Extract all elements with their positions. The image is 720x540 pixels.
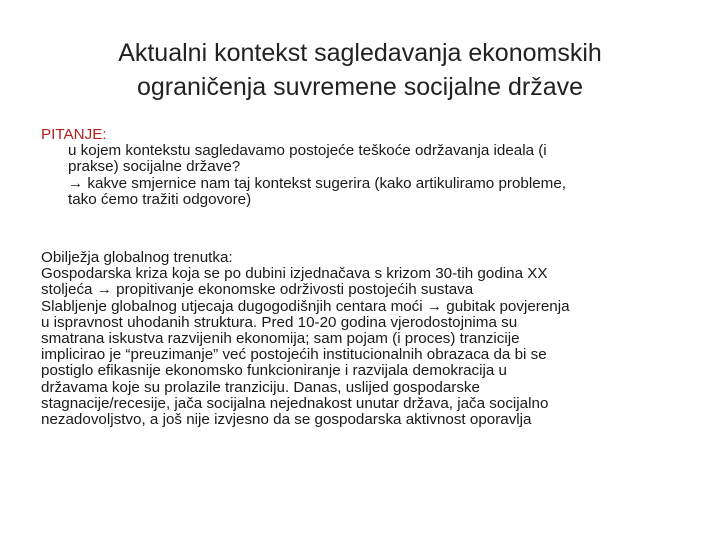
item1-line-2: stoljeća → propitivanje ekonomske održivosti postojećih sustava	[41, 281, 474, 299]
global-item-power-centers	[41, 299, 681, 429]
question-line-1: u kojem kontekstu sagledavamo postojeće teškoće održavanja ideala (i	[68, 142, 547, 160]
question-text	[41, 143, 681, 208]
item2-line-4: implicirao je “preuzimanje” već postojećih institucionalnih obrazaca da bi se	[41, 346, 547, 364]
question-line-4: tako ćemo tražiti odgovore)	[68, 190, 252, 208]
title-line-2: ograničenja suvremene socijalne države	[136, 73, 584, 101]
global-section	[41, 250, 681, 428]
item2-line-6: državama koje su prolazile tranziciju. Danas, uslijed gospodarske	[41, 378, 480, 396]
item1-line-1: Gospodarska kriza koja se po dubini izjednačava s krizom 30-tih godina XX	[41, 265, 548, 283]
question-label: PITANJE:	[41, 126, 107, 143]
item2-line-2: u ispravnost uhodanih struktura. Pred 10-20 godina vjerodostojnima su	[41, 313, 518, 331]
item2-line-5: postiglo efikasnije ekonomsko funkcioniranje i razvijala demokracija u	[41, 362, 507, 380]
question-line-2: prakse) socijalne države?	[68, 158, 241, 176]
global-item-crisis	[41, 266, 681, 298]
item2-line-8: nezadovoljstvo, a još nije izvjesno da se gospodarska aktivnost oporavlja	[41, 411, 532, 429]
item2-line-1: Slabljenje globalnog utjecaja dugogodišnjih centara moći → gubitak povjerenja	[41, 297, 570, 315]
question-section	[41, 127, 681, 208]
question-line-3: → kakve smjernice nam taj kontekst sugerira (kako artikuliramo probleme,	[68, 174, 566, 192]
slide-title	[40, 36, 680, 104]
title-line-1: Aktualni kontekst sagledavanja ekonomskih	[118, 39, 602, 67]
item2-line-3: smatrana iskustva razvijenih ekonomija; sam pojam (i proces) tranzicije	[41, 330, 520, 348]
item2-line-7: stagnacije/recesije, jača socijalna nejednakost unutar država, jača socijalno	[41, 394, 549, 412]
global-heading: Obilježja globalnog trenutka:	[41, 249, 233, 266]
